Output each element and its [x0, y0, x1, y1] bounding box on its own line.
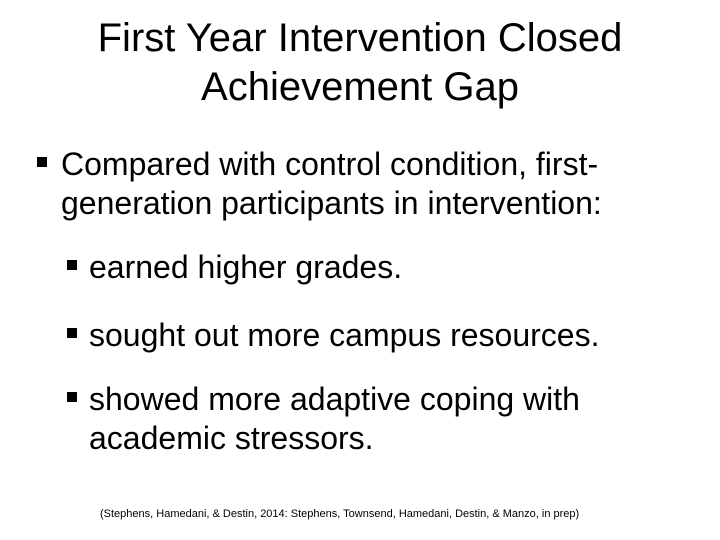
square-bullet-icon [66, 327, 79, 340]
square-bullet-icon [66, 259, 79, 272]
sub-bullet [66, 316, 696, 355]
sub-bullet-text: earned higher grades. [89, 249, 403, 285]
citation: (Stephens, Hamedani, & Destin, 2014: Stephens, Townsend, Hamedani, Destin, & Manzo, in prep) [100, 508, 580, 520]
slide-title: First Year Intervention Closed Achievement Gap [97, 16, 623, 109]
sub-bullet [66, 248, 696, 287]
sub-bullet-text: sought out more campus resources. [89, 317, 600, 353]
square-bullet-icon [66, 391, 79, 404]
sub-bullet [66, 380, 696, 458]
main-bullet-text: Compared with control condition, first-generation participants in intervention: [61, 146, 602, 221]
sub-bullet-text: showed more adaptive coping with academic stressors. [89, 381, 580, 456]
square-bullet-icon [36, 156, 49, 169]
main-bullet [36, 145, 696, 223]
